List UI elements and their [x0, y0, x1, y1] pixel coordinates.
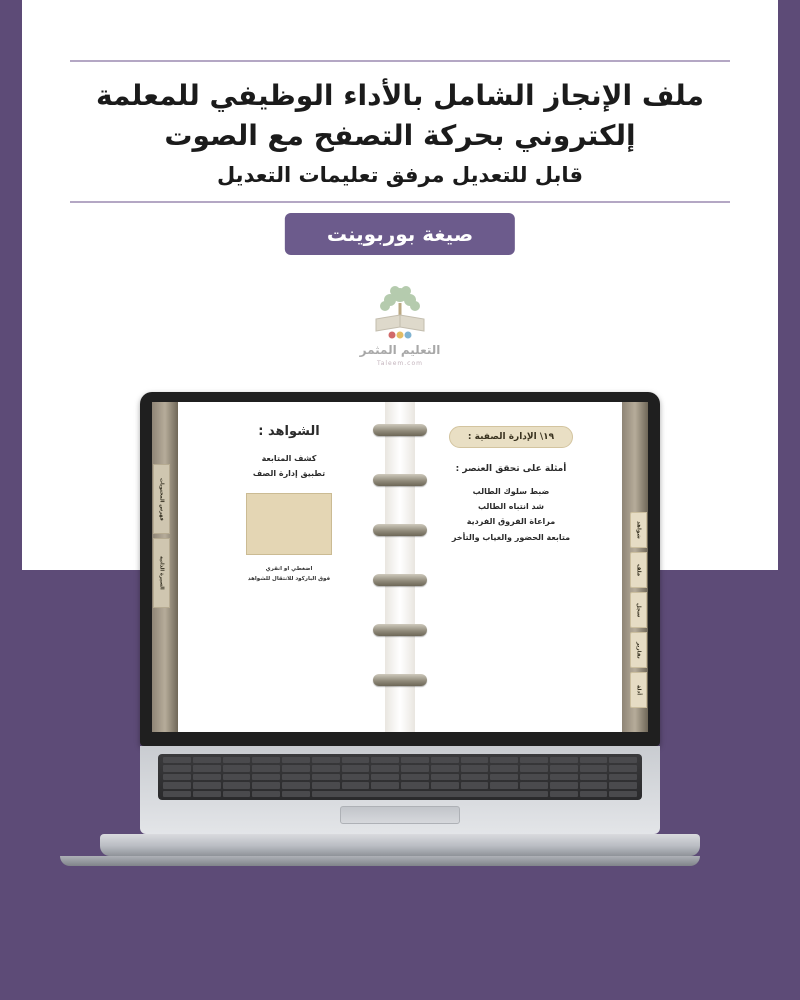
examples-lead: أمثلة على تحقق العنصر :	[455, 464, 567, 474]
list-item: شد انتباه الطالب	[477, 502, 545, 512]
trackpad[interactable]	[340, 806, 460, 824]
tab-shawahed[interactable]: شواهد	[630, 512, 647, 548]
tab-cv[interactable]: السيرة الذاتية	[153, 538, 170, 608]
laptop-foot	[60, 856, 700, 866]
tab-malaf[interactable]: ملف	[630, 552, 647, 588]
evidence-note-line-2: فوق الباركود للانتقال للشواهد	[247, 576, 331, 583]
list-item: متابعة الحضور والغياب والتأخر	[451, 532, 571, 542]
tab-index[interactable]: فهرس المحتويات	[153, 464, 170, 534]
list-item: مراعاة الفروق الفردية	[466, 517, 556, 527]
title-line-1: ملف الإنجاز الشامل بالأداء الوظيفي للمعلمة	[96, 79, 704, 112]
laptop-lid	[140, 392, 660, 746]
presentation-slide	[152, 402, 648, 732]
ring	[373, 574, 427, 586]
list-item: ضبط سلوك الطالب	[472, 487, 550, 496]
examples-list	[418, 484, 604, 545]
laptop-screen	[152, 402, 648, 732]
section-pill: ١٩\ الإدارة الصفية :	[449, 426, 573, 448]
tree-book-logo-icon	[340, 283, 460, 341]
evidence-note-line-1: اضغطي او انقري	[265, 566, 313, 573]
tab-taqarir[interactable]: تقارير	[630, 632, 647, 668]
laptop-mockup	[100, 392, 700, 866]
laptop-base	[100, 834, 700, 856]
keyboard[interactable]	[158, 754, 642, 800]
keyboard-row	[163, 782, 637, 788]
binder-pages	[178, 402, 622, 732]
ring	[373, 474, 427, 486]
binder-rings	[373, 402, 427, 732]
binder-page-left	[178, 402, 400, 732]
format-badge: صيغة بوربوينت	[285, 213, 515, 255]
binder-tabs-left	[153, 464, 170, 608]
header-block	[70, 60, 730, 203]
brand-logo	[340, 283, 460, 367]
keyboard-row	[163, 757, 637, 763]
title-line-2: إلكتروني بحركة التصفح مع الصوت	[164, 118, 636, 152]
logo-title: التعليم المثمر	[359, 343, 441, 357]
ring	[373, 674, 427, 686]
laptop-keyboard-deck	[140, 746, 660, 834]
binder-page-right	[400, 402, 622, 732]
ring	[373, 524, 427, 536]
list-item: كشف المتابعة	[261, 454, 317, 463]
logo-subtitle: Taleem.com	[377, 360, 423, 367]
evidence-list	[196, 451, 382, 481]
list-item: تطبيق إدارة الصف	[252, 469, 326, 479]
binder-tabs-right	[630, 512, 647, 708]
divider-top	[70, 60, 730, 62]
evidence-image-placeholder[interactable]	[246, 493, 332, 555]
tab-adilla[interactable]: أدلة	[630, 672, 647, 708]
keyboard-row	[163, 791, 637, 797]
tab-sijil[interactable]: سجل	[630, 592, 647, 628]
subtitle: قابل للتعديل مرفق تعليمات التعديل	[216, 162, 584, 187]
divider-bottom	[70, 201, 730, 203]
ring	[373, 424, 427, 436]
ring	[373, 624, 427, 636]
evidence-title: الشواهد :	[258, 424, 320, 439]
keyboard-row	[163, 765, 637, 771]
keyboard-row	[163, 774, 637, 780]
